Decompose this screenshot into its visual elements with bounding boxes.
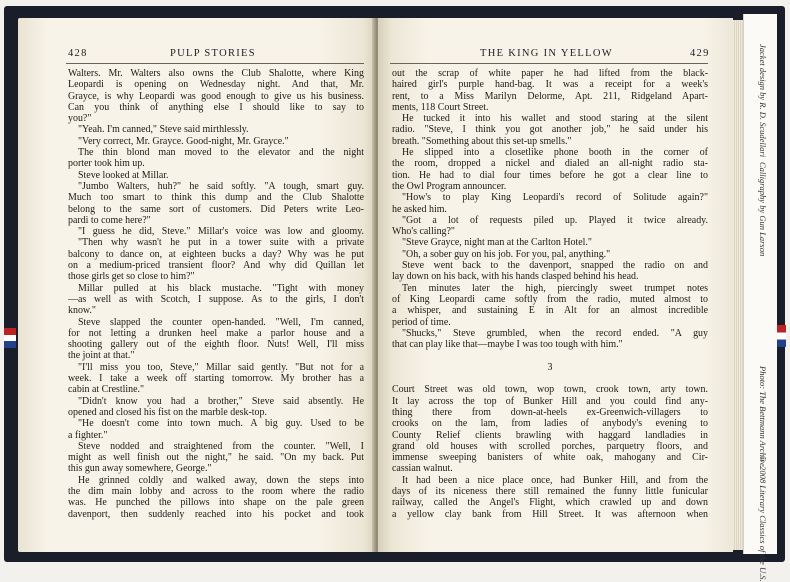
text-line: week. I take a week off starting tomorrow. My brother has a	[68, 373, 364, 385]
jacket-flap	[743, 14, 777, 582]
left-body-text	[68, 68, 364, 520]
text-line: on a medium-priced transient floor? And why did Quillan let	[68, 260, 364, 272]
text-line: days of its niceness there still remained the funny little funicular	[392, 485, 708, 497]
text-line: ments, 118 Court Street.	[392, 101, 489, 113]
text-line: the joint at that."	[68, 350, 135, 362]
text-line: was. He punched the pillows into shape on the pale green	[68, 497, 364, 509]
text-line: immense sweeping banisters of white oak, mahogany and Cir-	[392, 452, 708, 464]
text-line: Steve went back to the davenport, snapped the radio on and	[402, 260, 708, 272]
text-line: know."	[68, 305, 96, 317]
text-line: you?"	[68, 113, 92, 125]
text-line: "Very correct, Mr. Grayce. Good-night, Mr. Grayce."	[78, 135, 289, 147]
text-line: Ten minutes later the high, piercingly sweet trumpet notes	[402, 282, 708, 294]
text-line: cassian walnut.	[392, 463, 453, 475]
text-line: "Got a lot of requests piled up. Played it twice already.	[402, 214, 708, 226]
jacket-photo-credit: Photo: The Bettmann Archive	[758, 366, 768, 467]
text-line: tion. He had to dial four times before he got a clear line to	[392, 169, 708, 181]
text-line: balcony to dance on, at eighteen bucks a day? Why was he put	[68, 248, 364, 260]
text-line	[392, 373, 708, 384]
text-line: period of time.	[392, 316, 451, 328]
text-line: a yellow clay bank from Hill Street. It was afternoon when	[392, 508, 708, 520]
text-line: 3	[547, 361, 553, 373]
page-edges	[733, 20, 743, 550]
text-line: County Relief clients brawling with haggard landladies in	[392, 429, 708, 441]
left-page	[18, 18, 375, 552]
text-line: Much too smart to think this dump and the Club Shalotte	[68, 192, 364, 204]
text-line: out the scrap of white paper he had lifted from the black-	[392, 68, 708, 79]
text-line: the dim main lobby and across to the room where the radio	[68, 485, 364, 497]
text-line: radio. "Steve, I think you got another job," he said under his	[392, 124, 708, 136]
left-head-rule	[66, 63, 364, 64]
jacket-copyright: © 2008 Literary Classics of the U.S.	[758, 454, 768, 582]
text-line: Millar pulled at his black mustache. "Tight with money	[78, 282, 364, 294]
right-head-rule	[390, 63, 708, 64]
text-line: might as well finish out the night," he said. "On my back. Put	[68, 452, 364, 464]
text-line: The thin blond man moved to the elevator and the night	[78, 147, 364, 159]
text-line: Court Street was old town, wop town, crook town, arty town.	[392, 384, 708, 396]
right-running-head: THE KING IN YELLOW	[480, 48, 613, 59]
text-line: Leopardi is opening on Wednesday night. And that, Mr.	[68, 79, 364, 91]
jacket-calligraphy-credit: Calligraphy by Gun Larson	[758, 162, 768, 257]
text-line: this gun away somewhere, George."	[68, 463, 212, 475]
text-line: It lay across the top of Bunker Hill and you could find any-	[392, 395, 708, 407]
text-line: Grayce, is why Leopardi was good enough to give us his business.	[68, 90, 364, 102]
text-line: of King Leopardi came softly from the radio, muted almost to	[392, 293, 708, 305]
text-line: he asked him.	[392, 203, 447, 215]
text-line: for not letting a drunken heel make a parlor house and a	[68, 327, 364, 339]
text-line: "How's to play King Leopardi's record of Solitude again?"	[402, 192, 708, 204]
text-line: a fighter."	[68, 429, 108, 441]
text-line: He tucked it into his wallet and stood staring at the silent	[402, 113, 708, 125]
text-line: those girls get so close to him?"	[68, 271, 195, 283]
text-line: belong to the same sort of customers. Did Peters write Leo-	[68, 203, 364, 215]
text-line: "Yeah. I'm canned," Steve said mirthlessly.	[78, 124, 249, 136]
text-line: Steve nodded and straightened from the counter. "Well, I	[78, 440, 364, 452]
text-line: thing there from down-at-heels ex-Greenwich-villagers to	[392, 406, 708, 418]
text-line: Can you think of anything else I should like to say to	[68, 101, 364, 113]
text-line: shooting gallery out of the eighth floor. Nuts! Well, I'll miss	[68, 339, 364, 351]
text-line: Steve slapped the counter open-handed. "Well, I'm canned,	[78, 316, 364, 328]
cover-flag-stripe-right	[776, 325, 786, 347]
cover-flag-stripe-left	[4, 328, 16, 348]
text-line: opened and closed his fist on the marble desk-top.	[68, 406, 267, 418]
text-line: It had been a nice place once, had Bunker Hill, and from the	[402, 474, 708, 486]
text-line: that can play like that—maybe I was too tough with him."	[392, 339, 623, 351]
text-line: lay down on his back, with his hands clasped behind his head.	[392, 271, 639, 283]
right-page-number: 429	[690, 48, 710, 59]
text-line: grand old houses with scrolled porches, parquetry floors, and	[392, 440, 708, 452]
text-line: "Shucks," Steve grumbled, when the record ended. "A guy	[402, 327, 708, 339]
text-line: He grinned coldly and walked away, down the steps into	[78, 474, 364, 486]
text-line: "Steve Grayce, night man at the Carlton Hotel."	[402, 237, 592, 249]
text-line: Who's calling?"	[392, 226, 455, 238]
text-line: davenport, then suddenly reached into his pocket and took	[68, 508, 364, 520]
text-line: "Oh, a sober guy on his job. For you, pal, anything."	[402, 248, 611, 260]
text-line: —as well as with Scotch, I suppose. As to the girls, I don't	[68, 293, 364, 305]
left-running-head: PULP STORIES	[170, 48, 256, 59]
text-line: "Jumbo Walters, huh?" he said softly. "A tough, smart guy.	[78, 180, 364, 192]
text-line: pardi to come here?"	[68, 214, 151, 226]
text-line: "He doesn't come into town much. A big guy. Used to be	[78, 418, 364, 430]
text-line: "I guess he did, Steve." Millar's voice was low and gloomy.	[78, 226, 364, 238]
text-line: "Didn't know you had a brother," Steve said absently. He	[78, 395, 364, 407]
text-line: the Owl Program announcer.	[392, 180, 507, 192]
text-line: breath. "Something about this set-up smells."	[392, 135, 572, 147]
text-line: the room, dropped a nickel and dialed an all-night radio sta-	[392, 158, 708, 170]
text-line: porter took him up.	[68, 158, 145, 170]
text-line: Walters. Mr. Walters also owns the Club Shalotte, where King	[68, 68, 364, 79]
text-line: a whisper, and sustaining E in Alt for an almost incredible	[392, 305, 708, 317]
text-line: cabin at Crestline."	[68, 384, 145, 396]
left-page-number: 428	[68, 48, 88, 59]
right-page	[378, 18, 733, 552]
text-line: "I'll miss you too, Steve," Millar said gently. "But not for a	[78, 361, 364, 373]
text-line: haired girl's purple hand-bag. It was a receipt for a week's	[392, 79, 708, 91]
text-line: "Then why wasn't he put in a tower suite with a private	[78, 237, 364, 249]
text-line: crooks on the lam, from ladies of anybody's evening to	[392, 418, 708, 430]
text-line	[392, 350, 708, 361]
text-line: railway, called the Angel's Flight, which crawled up and down	[392, 497, 708, 509]
text-line: Steve looked at Millar.	[78, 169, 169, 181]
text-line: rent, to a Miss Marilyn Delorme, Apt. 211, Ridgeland Apart-	[392, 90, 708, 102]
text-line: He slipped into a closetlike phone booth in the corner of	[402, 147, 708, 159]
jacket-design-credit: Jacket design by R. D. Scudellari	[758, 44, 768, 158]
right-body-text	[392, 68, 708, 520]
